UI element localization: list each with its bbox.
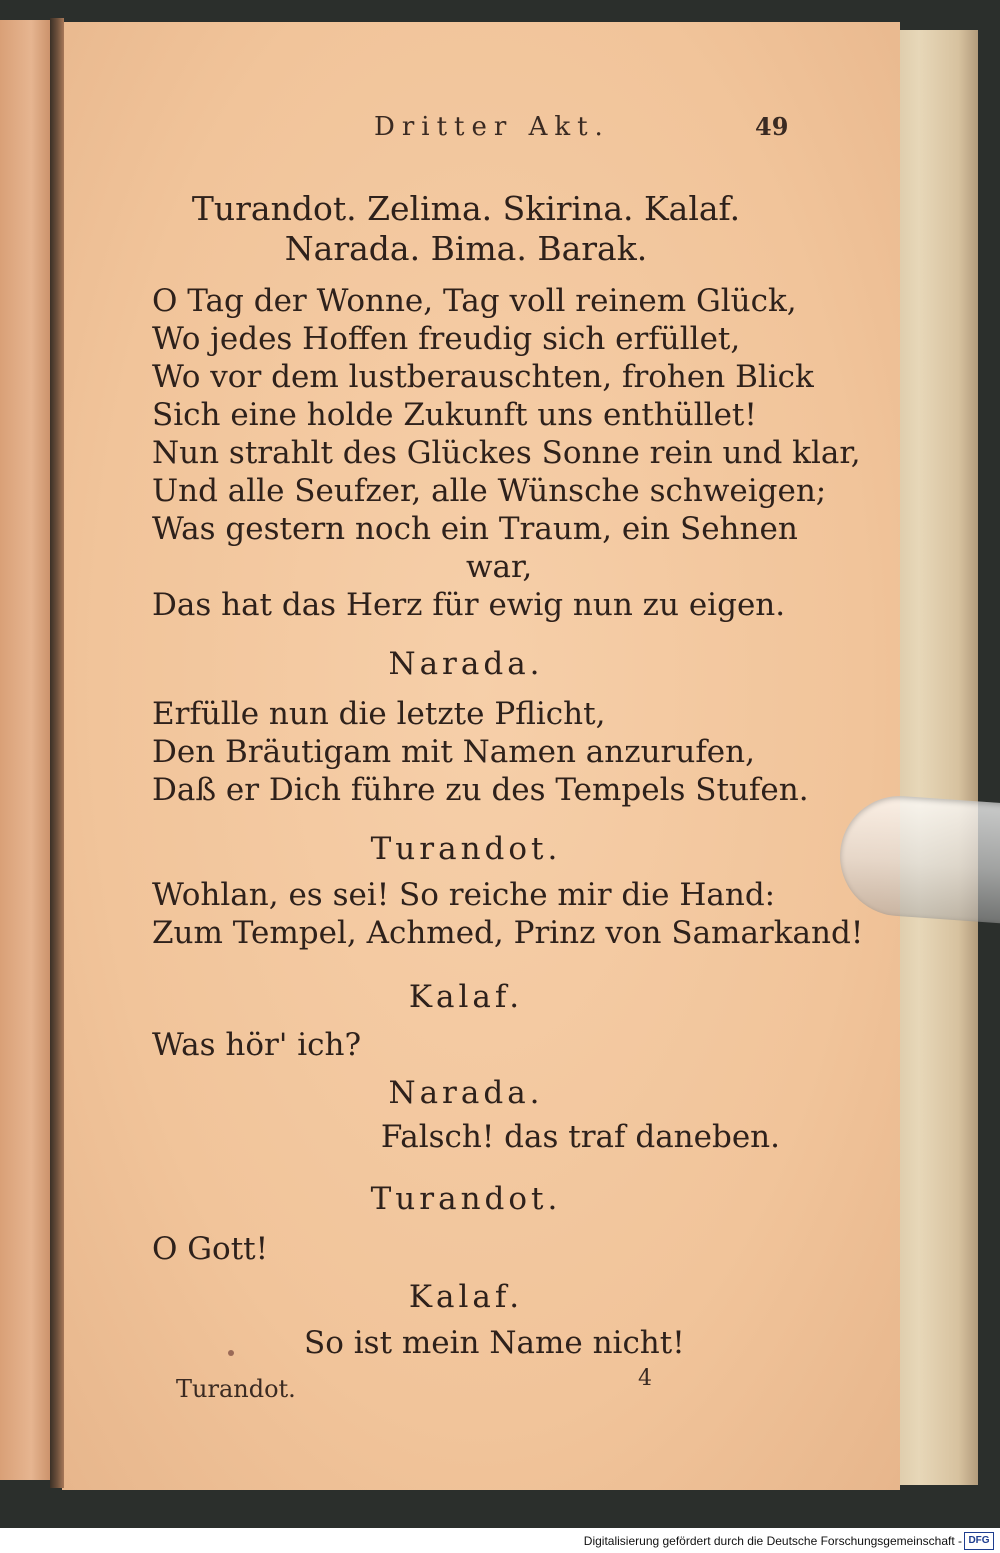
credit-text: Digitalisierung gefördert durch die Deutsche Forschungsgemeinschaft -: [583, 1534, 962, 1548]
chorus-line-continuation: war,: [466, 549, 533, 585]
turandot-line: O Gott!: [152, 1231, 269, 1267]
chorus-line: Wo jedes Hoffen freudig sich erfüllet,: [152, 321, 741, 357]
credit-bar: [0, 1528, 1000, 1553]
narada-line: Daß er Dich führe zu des Tempels Stufen.: [152, 772, 809, 808]
ink-dot: [228, 1350, 234, 1356]
turandot-line: Zum Tempel, Achmed, Prinz von Samarkand!: [152, 915, 864, 951]
chorus-line: Was gestern noch ein Traum, ein Sehnen: [152, 511, 798, 547]
page-number: 49: [755, 112, 789, 141]
kalaf-line: Was hör' ich?: [152, 1027, 362, 1063]
narada-line: Den Bräutigam mit Namen anzurufen,: [152, 734, 755, 770]
narada-line: Erfülle nun die letzte Pflicht,: [152, 696, 606, 732]
page-header: [62, 112, 900, 146]
speaker-narada: Narada.: [388, 1075, 544, 1111]
page-body: [152, 189, 864, 1370]
chorus-line: Nun strahlt des Glückes Sonne rein und klar,: [152, 435, 861, 471]
left-page-edge: [0, 20, 52, 1480]
speaker-narada: Narada.: [388, 646, 544, 682]
chorus-line: Wo vor dem lustberauschten, frohen Blick: [152, 359, 814, 395]
kalaf-line: So ist mein Name nicht!: [304, 1325, 685, 1361]
footer-title: Turandot.: [176, 1375, 296, 1403]
speaker-turandot: Turandot.: [370, 1181, 562, 1217]
signature-mark: 4: [638, 1366, 652, 1391]
speakers-line-2: Narada. Bima. Barak.: [284, 229, 648, 268]
dfg-logo-icon: DFG: [964, 1532, 994, 1550]
turandot-line: Wohlan, es sei! So reiche mir die Hand:: [152, 877, 776, 913]
running-head: Dritter Akt.: [374, 112, 610, 142]
chorus-line: O Tag der Wonne, Tag voll reinem Glück,: [152, 283, 797, 319]
speaker-kalaf: Kalaf.: [408, 979, 524, 1015]
chorus-line: Und alle Seufzer, alle Wünsche schweigen;: [152, 473, 827, 509]
book-gutter: [50, 18, 64, 1488]
chorus-line: Sich eine holde Zukunft uns enthüllet!: [152, 397, 757, 433]
chorus-line: Das hat das Herz für ewig nun zu eigen.: [152, 587, 786, 623]
narada-line: Falsch! das traf daneben.: [380, 1119, 780, 1155]
speaker-kalaf: Kalaf.: [408, 1279, 524, 1315]
speakers-line-1: Turandot. Zelima. Skirina. Kalaf.: [191, 189, 741, 228]
speaker-turandot: Turandot.: [370, 831, 562, 867]
